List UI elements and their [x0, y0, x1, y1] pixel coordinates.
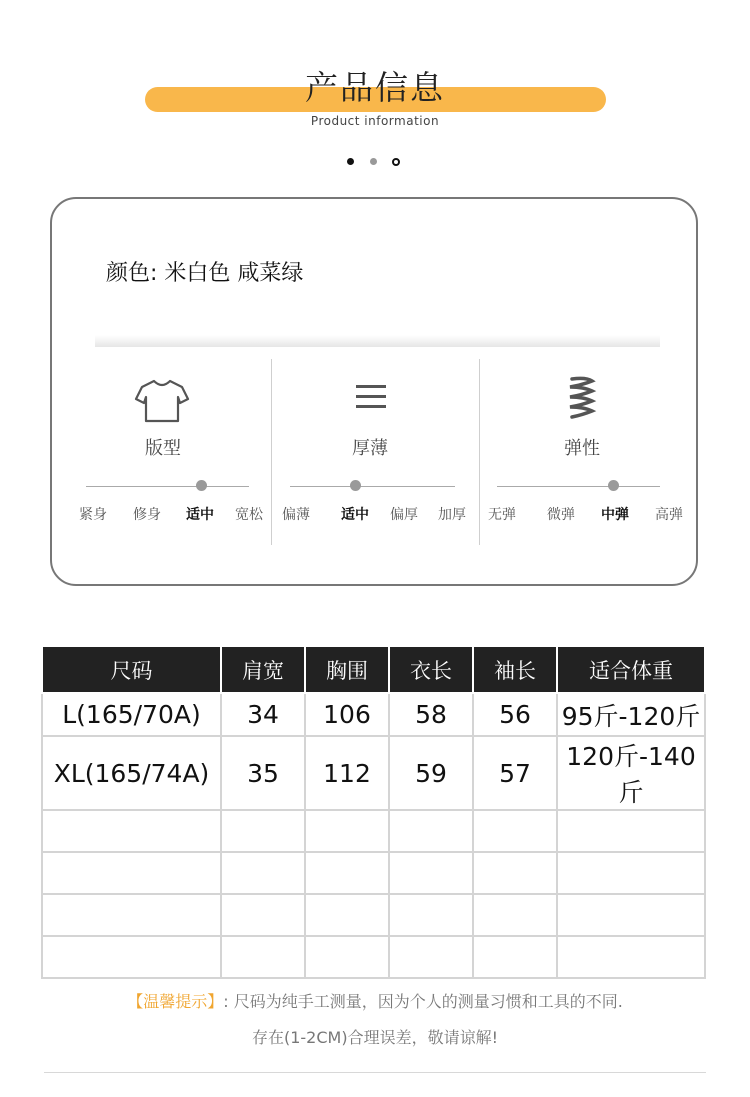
thickness-option: 偏薄 [282, 507, 310, 523]
fit-option: 修身 [133, 507, 161, 523]
cell-sleeve: 56 [473, 693, 557, 736]
table-row [42, 693, 705, 736]
table-header-row [42, 646, 705, 693]
empty-table-row [42, 852, 705, 894]
fit-option: 宽松 [235, 507, 263, 523]
attr-name-fit: 版型 [145, 438, 181, 459]
elasticity-scale-marker [608, 480, 619, 491]
thickness-scale-track [290, 486, 455, 487]
empty-table-row [42, 894, 705, 936]
divider-shadow [95, 335, 660, 347]
color-options-text: 颜色: 米白色 咸菜绿 [106, 261, 304, 286]
elasticity-option-selected: 中弹 [601, 507, 629, 523]
fit-scale-marker [196, 480, 207, 491]
header-chest: 胸围 [305, 646, 389, 693]
thickness-option: 加厚 [438, 507, 466, 523]
header-sleeve: 袖长 [473, 646, 557, 693]
cell-size: L(165/70A) [42, 693, 221, 736]
cell-weight: 95斤-120斤 [557, 693, 705, 736]
header-shoulder: 肩宽 [221, 646, 305, 693]
notice-label: 【温馨提示】 [127, 992, 224, 1011]
thickness-scale-marker [350, 480, 361, 491]
notice-line-2: 存在(1-2CM)合理误差，敬请谅解! [251, 1028, 498, 1047]
size-chart-table [41, 645, 706, 979]
t-shirt-icon [132, 375, 192, 425]
cell-sleeve: 57 [473, 736, 557, 810]
cell-shoulder: 34 [221, 693, 305, 736]
thickness-option-selected: 适中 [341, 507, 369, 523]
attr-name-elasticity: 弹性 [564, 438, 600, 459]
empty-table-row [42, 810, 705, 852]
decor-dot [392, 158, 400, 166]
elasticity-option: 高弹 [655, 507, 683, 523]
elasticity-option: 微弹 [547, 507, 575, 523]
notice-text-1: : 尺码为纯手工测量，因为个人的测量习惯和工具的不同. [223, 992, 623, 1011]
cell-chest: 112 [305, 736, 389, 810]
attr-name-thickness: 厚薄 [352, 438, 388, 459]
section-title: 产品信息 [305, 68, 445, 107]
fit-option-selected: 适中 [186, 507, 214, 523]
fit-scale-track [86, 486, 249, 487]
fabric-layers-icon [341, 375, 401, 425]
table-row [42, 736, 705, 810]
decor-dot [370, 158, 377, 165]
fit-option: 紧身 [79, 507, 107, 523]
decor-dot [347, 158, 354, 165]
section-subtitle: Product information [310, 114, 440, 128]
cell-length: 59 [389, 736, 473, 810]
empty-table-row [42, 936, 705, 978]
elasticity-option: 无弹 [488, 507, 516, 523]
header-size: 尺码 [42, 646, 221, 693]
header-weight: 适合体重 [557, 646, 705, 693]
cell-length: 58 [389, 693, 473, 736]
header-length: 衣长 [389, 646, 473, 693]
notice-line-1 [0, 989, 750, 1012]
cell-shoulder: 35 [221, 736, 305, 810]
cell-size: XL(165/74A) [42, 736, 221, 810]
cell-chest: 106 [305, 693, 389, 736]
elasticity-scale-track [497, 486, 660, 487]
spring-icon [552, 373, 612, 423]
bottom-divider [44, 1072, 706, 1073]
cell-weight: 120斤-140斤 [557, 736, 705, 810]
thickness-option: 偏厚 [390, 507, 418, 523]
